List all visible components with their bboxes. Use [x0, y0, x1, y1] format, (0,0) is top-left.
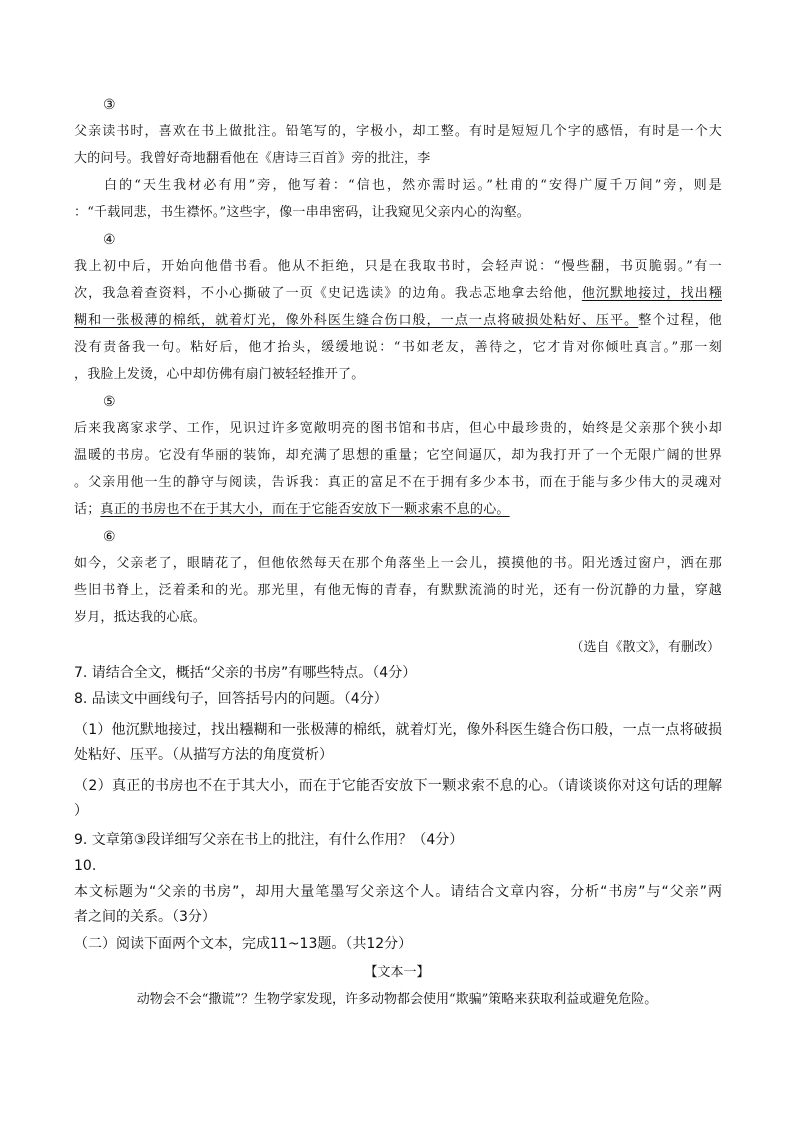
paragraph-3-line: 父亲读书时，喜欢在书上做批注。铅笔写的，字极小，却工整。有时是短短几个字的感悟，有时是一个大	[74, 124, 722, 139]
paragraph-6-line: 如今，父亲老了，眼睛花了，但他依然每天在那个角落坐上一会儿，摸摸他的书。阳光透过窗户，洒在那	[74, 556, 722, 571]
paragraph-3-line: ：“千载同悲，书生襟怀。”这些字，像一串串密码，让我窥见父亲内心的沟壑。	[74, 205, 530, 220]
paragraph-number-4: ④	[103, 232, 116, 248]
underlined-sentence: 真正的书房也不在于其大小，而在于它能否安放下一颗求索不息的心。	[100, 502, 510, 517]
text-one-title: 【文本一】	[364, 965, 430, 980]
paragraph-5-line	[74, 502, 722, 518]
source-note: （选自《散文》，有删改）	[570, 640, 720, 655]
paragraph-number-5: ⑤	[103, 394, 116, 410]
paragraph-4-line	[74, 313, 722, 329]
paragraph-5-line: 温暖的书房。它没有华丽的装饰，却充满了思想的重量；它空间逼仄，却为我打开了一个无限广阔的世界	[74, 448, 722, 463]
paragraph-4-line	[74, 286, 722, 302]
underlined-sentence: 糊和一张极薄的棉纸，就着灯光，像外科医生缝合伤口般，一点一点将破损处粘好、压平。	[74, 313, 639, 328]
question-8: 8. 品读文中画线句子，回答括号内的问题。（4分）	[74, 691, 388, 707]
paragraph-5-line: 。父亲用他一生的静守与阅读，告诉我：真正的富足不在于拥有多少本书，而在于能与多少伟大的灵魂对	[74, 475, 722, 490]
paragraph-4-line: ，我脸上发烫，心中却仿佛有扇门被轻轻推开了。	[74, 367, 365, 382]
question-8-2: ）	[74, 803, 88, 819]
paragraph-5-text: 话；	[74, 502, 101, 517]
question-8-2: （2）真正的书房也不在于其大小，而在于它能否安放下一颗求索不息的心。（请谈谈你对这句话的理解	[74, 778, 722, 794]
question-10: 者之间的关系。（3分）	[74, 909, 216, 925]
paragraph-6-line: 岁月，抵达我的心底。	[74, 610, 207, 625]
paragraph-number-6: ⑥	[103, 529, 116, 545]
paragraph-6-line: 些旧书脊上，泛着柔和的光。那光里，有他无悔的青春，有默默流淌的时光，还有一份沉静的力量，穿越	[74, 583, 722, 598]
paragraph-3-line: 大的问号。我曾好奇地翻看他在《唐诗三百首》旁的批注，李	[74, 151, 431, 166]
question-10: 本文标题为“父亲的书房”，却用大量笔墨写父亲这个人。请结合文章内容，分析“书房”与“父亲”两	[74, 884, 722, 900]
paragraph-3-line: 白的“天生我材必有用”旁，他写着：“信也，然亦需时运。”杜甫的“安得广厦千万间”旁，则是	[104, 178, 722, 193]
question-8-1: 处粘好、压平。（从描写方法的角度赏析）	[74, 747, 333, 763]
text-one-line: 动物会不会“撒谎”？生物学家发现，许多动物都会使用“欺骗”策略来获取利益或避免危险。	[136, 992, 658, 1007]
paragraph-4-text: 次，我急着查资料，不小心撕破了一页《史记选读》的边角。我忐忑地拿去给他，	[74, 286, 582, 301]
paragraph-number-3: ③	[103, 97, 116, 113]
question-9: 9. 文章第③段详细写父亲在书上的批注，有什么作用？（4分）	[74, 832, 464, 848]
question-10-number: 10.	[74, 858, 97, 874]
paragraph-4-line: 没有责备我一句。粘好后，他才抬头，缓缓地说：“书如老友，善待之，它才肯对你倾吐真言。”那一刻	[74, 340, 722, 355]
question-7: 7. 请结合全文，概括“父亲的书房”有哪些特点。（4分）	[74, 665, 417, 681]
question-8-1: （1）他沉默地接过，找出糨糊和一张极薄的棉纸，就着灯光，像外科医生缝合伤口般，一点一点将破损	[74, 722, 722, 738]
paragraph-5-line: 后来我离家求学、工作，见识过许多宽敞明亮的图书馆和书店，但心中最珍贵的，始终是父亲那个狭小却	[74, 421, 722, 436]
part-2-heading: （二）阅读下面两个文本，完成11~13题。（共12分）	[74, 936, 413, 952]
paragraph-4-text: 整个过程，他	[638, 313, 722, 328]
paragraph-4-line: 我上初中后，开始向他借书看。他从不拒绝，只是在我取书时，会轻声说：“慢些翻，书页脆弱。”有一	[74, 259, 722, 274]
underlined-sentence: 他沉默地接过，找出糨	[581, 286, 722, 301]
